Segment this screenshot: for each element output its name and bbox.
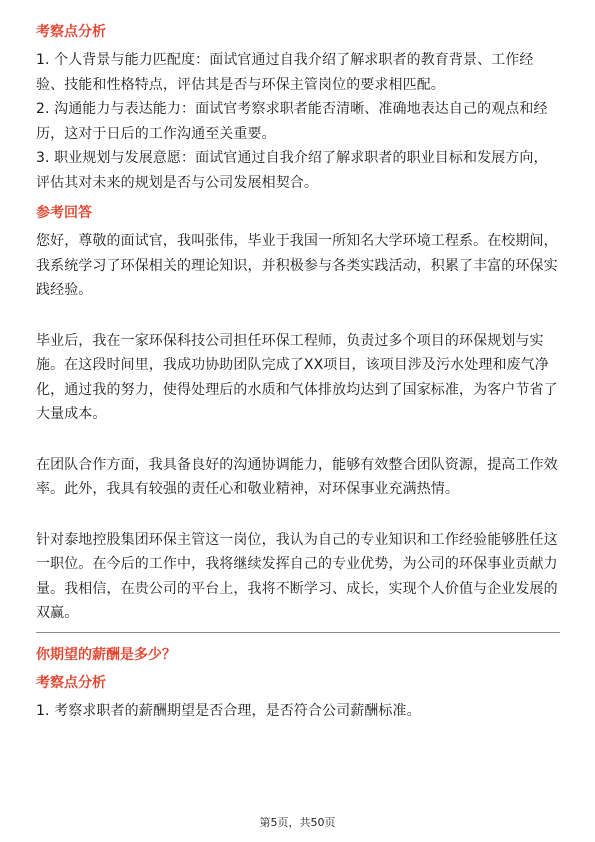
section-divider	[36, 632, 560, 633]
analysis-item-q2-1: 1. 考察求职者的薪酬期望是否合理，是否符合公司薪酬标准。	[36, 702, 421, 719]
section-heading-reference-answer: 参考回答	[36, 205, 92, 221]
analysis-item-2: 2. 沟通能力与表达能力：面试官考察求职者能否清晰、准确地表达自己的观点和经历，这对于日后的工作沟通至关重要。	[36, 101, 548, 142]
answer-paragraph-2: 毕业后，我在一家环保科技公司担任环保工程师，负责过多个项目的环保规划与实施。在这段时间里，我成功协助团队完成了XX项目，该项目涉及污水处理和废气净化，通过我的努力，使得处理后的水质和气体排放均达到了国家标准，为客户节省了大量成本。	[36, 332, 558, 422]
analysis-item-3: 3. 职业规划与发展意愿：面试官通过自我介绍了解求职者的职业目标和发展方向，评估其对未来的规划是否与公司发展相契合。	[36, 150, 548, 191]
section-heading-analysis: 考察点分析	[36, 24, 106, 40]
analysis-item-1: 1. 个人背景与能力匹配度：面试官通过自我介绍了解求职者的教育背景、工作经验、技能和性格特点，评估其是否与环保主管岗位的要求相匹配。	[36, 52, 534, 93]
page-number: 第5页，共50页	[259, 816, 336, 829]
question-title: 你期望的薪酬是多少？	[36, 646, 176, 663]
section-heading-analysis-2: 考察点分析	[36, 674, 106, 691]
document-page	[36, 22, 560, 723]
answer-paragraph-1: 您好，尊敬的面试官，我叫张伟，毕业于我国一所知名大学环境工程系。在校期间，我系统学习了环保相关的理论知识，并积极参与各类实践活动，积累了丰富的环保实践经验。	[36, 233, 558, 298]
answer-paragraph-4: 针对泰地控股集团环保主管这一岗位，我认为自己的专业知识和工作经验能够胜任这一职位。在今后的工作中，我将继续发挥自己的专业优势，为公司的环保事业贡献力量。我相信，在贵公司的平台上，我将不断学习、成长，实现个人价值与企业发展的双赢。	[36, 531, 558, 621]
answer-paragraph-3: 在团队合作方面，我具备良好的沟通协调能力，能够有效整合团队资源，提高工作效率。此外，我具有较强的责任心和敬业精神，对环保事业充满热情。	[36, 456, 558, 497]
